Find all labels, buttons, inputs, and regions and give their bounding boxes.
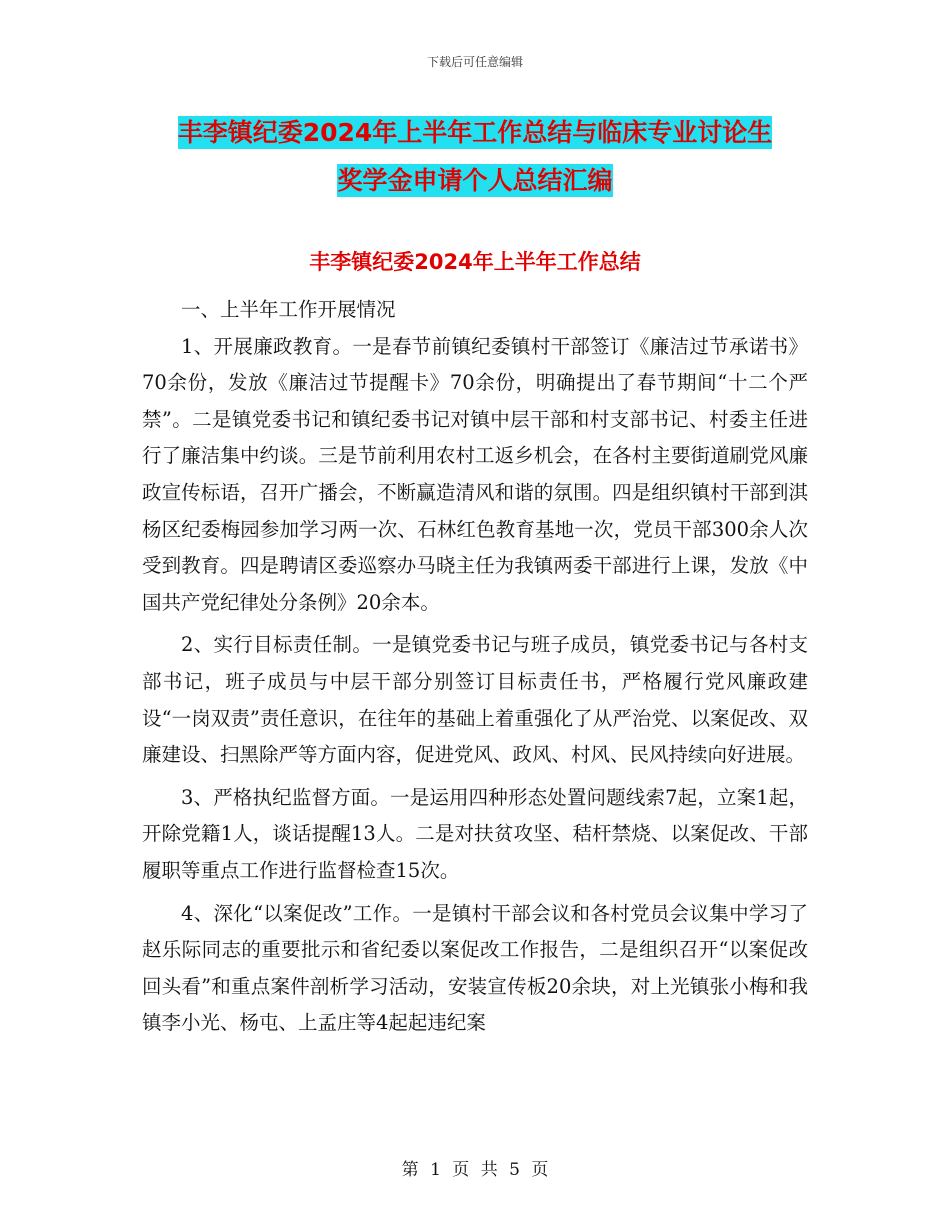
title-line-1: 丰李镇纪委2024年上半年工作总结与临床专业讨论生 <box>177 118 773 147</box>
paragraph: 1、开展廉政教育。一是春节前镇纪委镇村干部签订《廉洁过节承诺书》70余份，发放《廉洁过节提醒卡》70余份，明确提出了春节期间“十二个严禁”。二是镇党委书记和镇纪委书记对镇中层干部和村支部书记、村委主任进行了廉洁集中约谈。三是节前利用农村工返乡机会，在各村主要街道刷党风廉政宣传标语，召开广播会，不断赢造清风和谐的氛围。四是组织镇村干部到淇杨区纪委梅园参加学习两一次、石林红色教育基地一次，党员干部300余人次受到教育。四是聘请区委巡察办马晓主任为我镇两委干部进行上课，发放《中国共产党纪律处分条例》20余本。 <box>142 334 808 614</box>
paragraph: 2、实行目标责任制。一是镇党委书记与班子成员，镇党委书记与各村支部书记，班子成员与中层干部分别签订目标责任书，严格履行党风廉政建设“一岗双责”责任意识，在往年的基础上着重强化了从严治党、以案促改、双廉建设、扫黑除严等方面内容，促进党风、政风、村风、民风持续向好进展。 <box>142 633 808 767</box>
paragraph-heading: 一、上半年工作开展情况 <box>181 298 396 321</box>
section-title: 丰李镇纪委2024年上半年工作总结 <box>309 250 641 274</box>
page-footer: 第 1 页 共 5 页 <box>401 1160 549 1180</box>
body-text <box>142 292 808 1042</box>
paragraph: 4、深化“以案促改”工作。一是镇村干部会议和各村党员会议集中学习了赵乐际同志的重要批示和省纪委以案促改工作报告，二是组织召开“以案促改回头看”和重点案件剖析学习活动，安装宣传板20余块，对上光镇张小梅和我镇李小光、杨屯、上孟庄等4起起违纪案 <box>142 901 808 1035</box>
document-title <box>0 109 950 205</box>
header-note: 下载后可任意编辑 <box>426 55 523 69</box>
title-line-2: 奖学金申请个人总结汇编 <box>337 166 613 195</box>
paragraph: 3、严格执纪监督方面。一是运用四种形态处置问题线索7起，立案1起，开除党籍1人，谈话提醒13人。二是对扶贫攻坚、秸杆禁烧、以案促改、干部履职等重点工作进行监督检查15次。 <box>142 785 808 882</box>
